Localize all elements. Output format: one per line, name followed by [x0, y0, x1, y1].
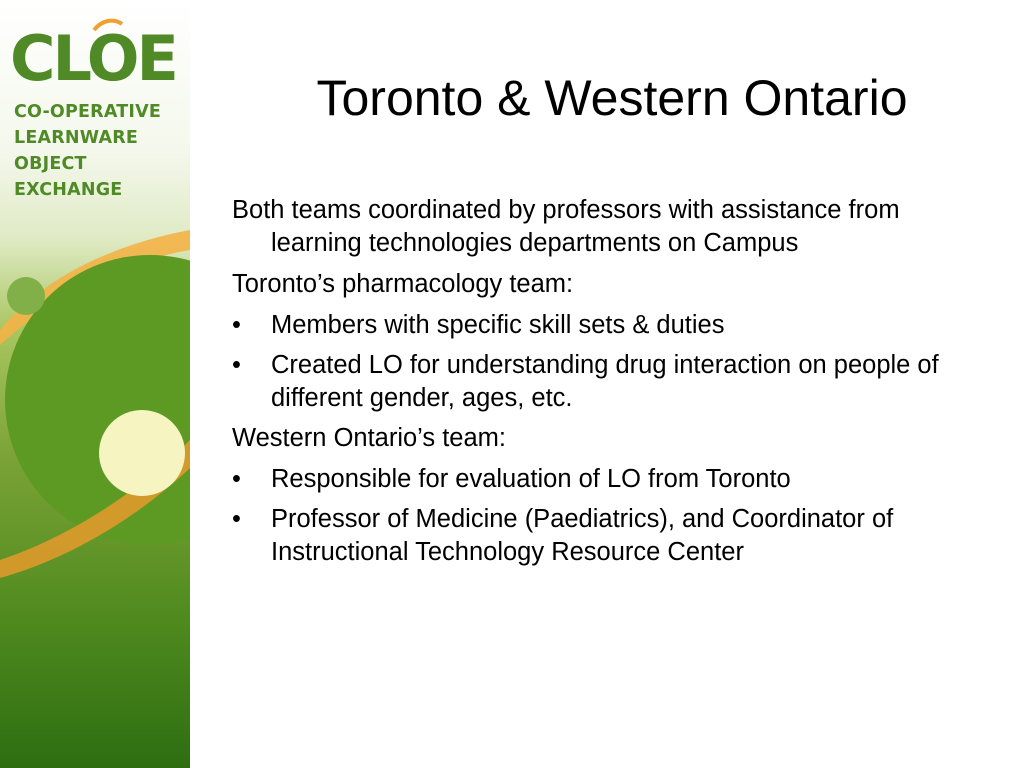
- bullet-item: [232, 349, 972, 415]
- paragraph: Toronto’s pharmacology team:: [232, 270, 574, 298]
- bullet-item: [232, 309, 972, 342]
- paragraph: Both teams coordinated by professors with assistance from learning technologies departments on Campus: [232, 196, 900, 257]
- bullet-item: [232, 463, 972, 496]
- tagline-line: EXCHANGE: [14, 180, 123, 200]
- tagline-line: CO-OPERATIVE: [14, 102, 161, 122]
- cloe-logo-text: CLOE: [10, 22, 176, 94]
- cloe-logo: [10, 14, 180, 94]
- slide-title: Toronto & Western Ontario: [316, 70, 908, 126]
- bullet-text: Created LO for understanding drug interaction on people of different gender, ages, etc.: [271, 351, 939, 412]
- slide-body: [232, 194, 972, 576]
- bullet-marker: •: [232, 311, 241, 339]
- bullet-marker: •: [232, 505, 241, 533]
- sidebar-branding: [0, 0, 190, 768]
- tagline-line: LEARNWARE: [14, 128, 139, 148]
- bullet-text: Responsible for evaluation of LO from Toronto: [271, 465, 791, 493]
- bullet-marker: •: [232, 351, 241, 379]
- bullet-text: Professor of Medicine (Paediatrics), and Coordinator of Instructional Technology Resource Center: [271, 505, 894, 566]
- logo-tagline: [14, 99, 161, 203]
- bullet-text: Members with specific skill sets & duties: [271, 311, 725, 339]
- tagline-line: OBJECT: [14, 154, 87, 174]
- paragraph: Western Ontario’s team:: [232, 424, 507, 452]
- bullet-item: [232, 503, 972, 569]
- bullet-marker: •: [232, 465, 241, 493]
